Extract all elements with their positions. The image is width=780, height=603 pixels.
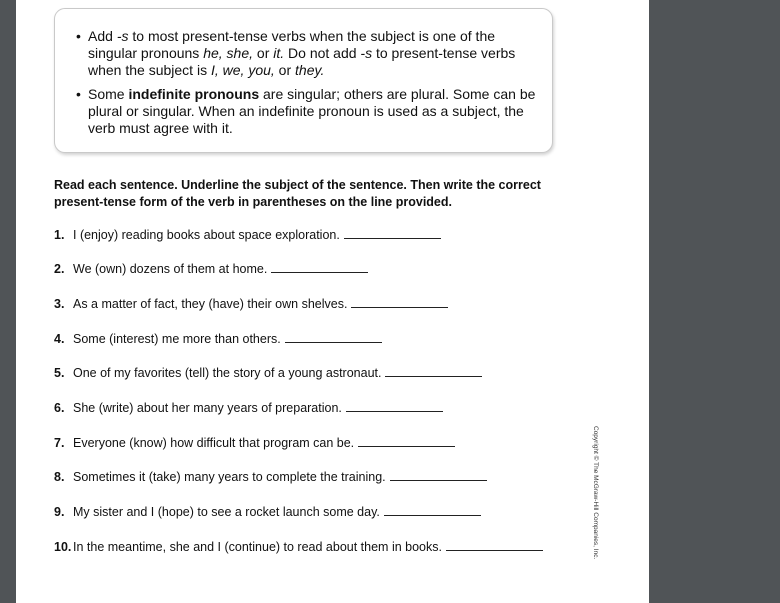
bullet-dot: • [76, 86, 81, 102]
answer-line[interactable] [271, 262, 368, 273]
exercise-item: 1. I (enjoy) reading books about space exploration. [54, 228, 441, 242]
answer-line[interactable] [446, 540, 543, 551]
grammar-rule-box [54, 8, 553, 153]
rule-bullet-2-text: Some indefinite pronouns are singular; others are plural. Some can be plural or singular. When an indefinite pronoun is used as a subject, the verb must agree with it. [88, 86, 536, 136]
exercise-item: 4. Some (interest) me more than others. [54, 332, 382, 346]
bullet-dot: • [76, 28, 81, 44]
exercise-item: 3. As a matter of fact, they (have) their own shelves. [54, 297, 448, 311]
exercise-item: 10. In the meantime, she and I (continue) to read about them in books. [54, 540, 543, 554]
instructions: Read each sentence. Underline the subject of the sentence. Then write the correct present-tense form of the verb in parentheses on the line provided. [54, 178, 541, 209]
answer-line[interactable] [285, 332, 382, 343]
answer-line[interactable] [384, 505, 481, 516]
exercise-item: 7. Everyone (know) how difficult that program can be. [54, 436, 455, 450]
answer-line[interactable] [358, 436, 455, 447]
answer-line[interactable] [385, 366, 482, 377]
answer-line[interactable] [346, 401, 443, 412]
answer-line[interactable] [344, 228, 441, 239]
exercise-item: 2. We (own) dozens of them at home. [54, 262, 368, 276]
rule-bullet-1-text: Add -s to most present-tense verbs when the subject is one of the singular pronouns he, she, or it. Do not add -s to present-tense verbs when the subject is I, we, you, or they. [88, 28, 516, 78]
answer-line[interactable] [351, 297, 448, 308]
exercise-item: 9. My sister and I (hope) to see a rocket launch some day. [54, 505, 481, 519]
exercise-item: 8. Sometimes it (take) many years to complete the training. [54, 470, 487, 484]
exercise-item: 6. She (write) about her many years of preparation. [54, 401, 443, 415]
copyright-notice: Copyright © The McGraw-Hill Companies, Inc. [592, 426, 599, 560]
answer-line[interactable] [390, 470, 487, 481]
worksheet-page [16, 0, 649, 603]
exercise-item: 5. One of my favorites (tell) the story of a young astronaut. [54, 366, 482, 380]
